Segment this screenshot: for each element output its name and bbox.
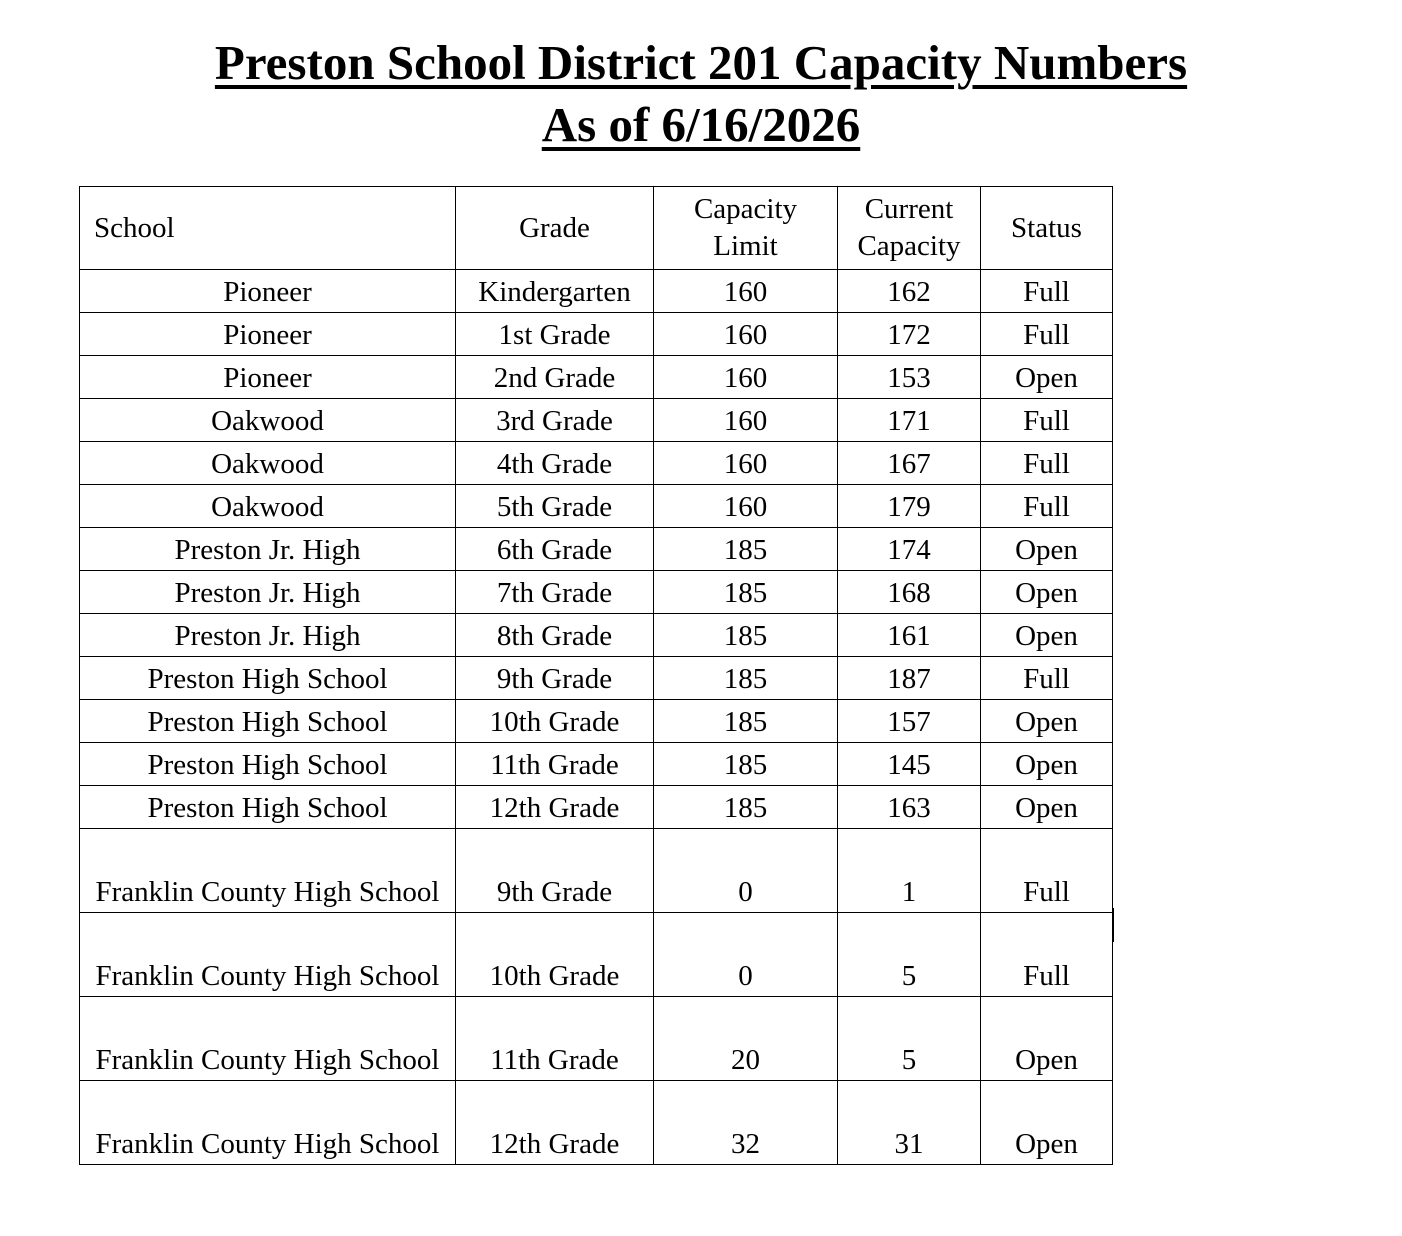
cell-grade: 12th Grade [456,1081,654,1165]
header-grade: Grade [456,187,654,270]
cell-grade: 4th Grade [456,442,654,485]
table-row [80,997,1113,1081]
cell-grade: 7th Grade [456,571,654,614]
cell-school: Preston High School [80,700,456,743]
cell-grade: 8th Grade [456,614,654,657]
title-line-2: As of 6/16/2026 [541,97,861,152]
cell-status: Full [981,270,1113,313]
capacity-table [79,186,1113,1165]
cell-grade: Kindergarten [456,270,654,313]
document-title [0,32,1402,156]
cell-status: Full [981,313,1113,356]
cell-capacity-limit: 0 [654,913,838,997]
cell-status: Full [981,657,1113,700]
cell-grade: 6th Grade [456,528,654,571]
table-row [80,913,1113,997]
table-row [80,657,1113,700]
cell-capacity-limit: 185 [654,614,838,657]
cell-capacity-limit: 185 [654,571,838,614]
table-row [80,528,1113,571]
cell-current-capacity: 5 [838,997,981,1081]
cell-grade: 10th Grade [456,913,654,997]
cell-capacity-limit: 185 [654,528,838,571]
cell-status: Open [981,528,1113,571]
cell-school: Franklin County High School [80,997,456,1081]
cell-capacity-limit: 0 [654,829,838,913]
cell-grade: 9th Grade [456,657,654,700]
cell-school: Preston Jr. High [80,614,456,657]
cell-school: Oakwood [80,442,456,485]
cell-school: Pioneer [80,270,456,313]
cell-school: Oakwood [80,485,456,528]
cell-status: Open [981,786,1113,829]
cell-school: Pioneer [80,313,456,356]
cell-status: Full [981,442,1113,485]
cell-status: Open [981,700,1113,743]
table-row [80,1081,1113,1165]
header-capacity-limit [654,187,838,270]
cell-current-capacity: 31 [838,1081,981,1165]
cell-grade: 12th Grade [456,786,654,829]
cell-current-capacity: 153 [838,356,981,399]
cell-capacity-limit: 160 [654,270,838,313]
cell-current-capacity: 145 [838,743,981,786]
cell-current-capacity: 171 [838,399,981,442]
cell-capacity-limit: 160 [654,313,838,356]
cell-current-capacity: 174 [838,528,981,571]
cell-school: Franklin County High School [80,829,456,913]
table-row [80,700,1113,743]
cell-school: Preston High School [80,657,456,700]
cell-current-capacity: 163 [838,786,981,829]
cell-status: Open [981,356,1113,399]
cell-current-capacity: 168 [838,571,981,614]
header-capacity-limit-line1: Capacity [693,193,798,225]
cell-status: Open [981,743,1113,786]
table-row [80,313,1113,356]
cell-capacity-limit: 185 [654,657,838,700]
header-capacity-limit-line2: Limit [713,230,778,262]
header-current-capacity-line1: Current [864,193,954,225]
cell-status: Open [981,997,1113,1081]
cell-current-capacity: 1 [838,829,981,913]
cell-school: Pioneer [80,356,456,399]
cell-capacity-limit: 185 [654,786,838,829]
cell-grade: 3rd Grade [456,399,654,442]
table-row [80,571,1113,614]
cell-capacity-limit: 160 [654,356,838,399]
title-line-1: Preston School District 201 Capacity Numbers [214,35,1188,90]
cell-status: Full [981,399,1113,442]
cell-grade: 1st Grade [456,313,654,356]
cell-current-capacity: 161 [838,614,981,657]
cell-grade: 11th Grade [456,743,654,786]
cell-current-capacity: 167 [838,442,981,485]
header-current-capacity [838,187,981,270]
cell-school: Preston High School [80,786,456,829]
cell-grade: 10th Grade [456,700,654,743]
table-row [80,356,1113,399]
cell-status: Full [981,829,1113,913]
cell-status: Full [981,485,1113,528]
cell-capacity-limit: 185 [654,743,838,786]
cell-school: Franklin County High School [80,913,456,997]
cell-capacity-limit: 160 [654,399,838,442]
cell-status: Open [981,614,1113,657]
cell-status: Open [981,1081,1113,1165]
table-row [80,442,1113,485]
cell-status: Open [981,571,1113,614]
table-row [80,829,1113,913]
header-school: School [80,187,456,270]
cell-grade: 11th Grade [456,997,654,1081]
table-row [80,399,1113,442]
cell-capacity-limit: 160 [654,442,838,485]
cell-current-capacity: 179 [838,485,981,528]
cell-grade: 2nd Grade [456,356,654,399]
text-cursor [1112,908,1114,942]
table-row [80,270,1113,313]
cell-capacity-limit: 32 [654,1081,838,1165]
cell-school: Oakwood [80,399,456,442]
cell-school: Franklin County High School [80,1081,456,1165]
cell-grade: 5th Grade [456,485,654,528]
table-row [80,786,1113,829]
cell-current-capacity: 172 [838,313,981,356]
table-row [80,485,1113,528]
table-row [80,614,1113,657]
header-status: Status [981,187,1113,270]
cell-capacity-limit: 20 [654,997,838,1081]
header-current-capacity-line2: Capacity [857,230,961,262]
cell-current-capacity: 187 [838,657,981,700]
cell-current-capacity: 157 [838,700,981,743]
cell-capacity-limit: 160 [654,485,838,528]
cell-capacity-limit: 185 [654,700,838,743]
cell-school: Preston Jr. High [80,528,456,571]
cell-school: Preston Jr. High [80,571,456,614]
header-row [80,187,1113,270]
cell-current-capacity: 5 [838,913,981,997]
cell-school: Preston High School [80,743,456,786]
cell-current-capacity: 162 [838,270,981,313]
cell-grade: 9th Grade [456,829,654,913]
cell-status: Full [981,913,1113,997]
table-row [80,743,1113,786]
